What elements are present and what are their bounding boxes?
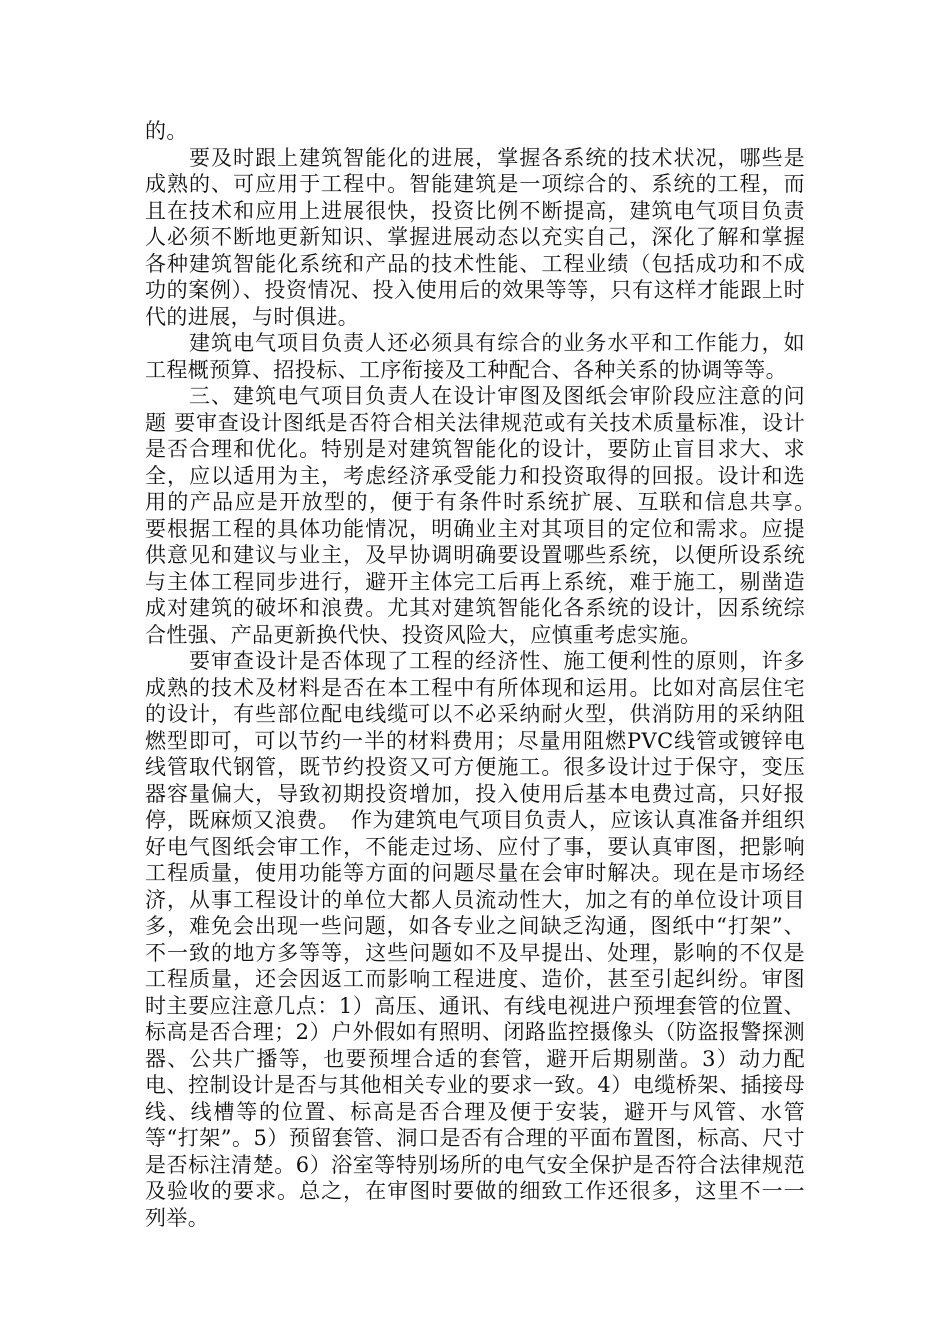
paragraph-keep-up-with-intelligence: 要及时跟上建筑智能化的进展，掌握各系统的技术状况，哪些是成熟的、可应用于工程中。智能建筑是一项综合的、系统的工程，而且在技术和应用上进展很快，投资比例不断提高，建筑电气项目负责人必须不断地更新知识、掌握进展动态以充实自己，深化了解和掌握各种建筑智能化系统和产品的技术性能、工程业绩（包括成功和不成功的案例）、投资情况、投入使用后的效果等等，只有这样才能跟上时代的进展，与时俱进。 [145, 145, 805, 329]
paragraph-section-three: 三、建筑电气项目负责人在设计审图及图纸会审阶段应注意的问题 要审查设计图纸是否符合相关法律规范或有关技术质量标准，设计是否合理和优化。特别是对建筑智能化的设计，要防止盲目求大、求全，应以适用为主，考虑经济承受能力和投资取得的回报。设计和选用的产品应是开放型的，便于有条件时系统扩展、互联和信息共享。 要根据工程的具体功能情况，明确业主对其项目的定位和需求。应提供意见和建议与业主，及早协调明确要设置哪些系统，以便所设系统与主体工程同步进行，避开主体完工后再上系统，难于施工，剔凿造成对建筑的破坏和浪费。尤其对建筑智能化各系统的设计，因系统综合性强、产品更新换代快、投资风险大，应慎重考虑实施。 [145, 384, 827, 647]
paragraph-design-review: 要审查设计是否体现了工程的经济性、施工便利性的原则，许多成熟的技术及材料是否在本工程中有所体现和运用。比如对高层住宅的设计，有些部位配电线缆可以不必采纳耐火型，供消防用的采纳阻燃型即可，可以节约一半的材料费用；尽量用阻燃PVC线管或镀锌电线管取代钢管，既节约投资又可方便施工。很多设计过于保守，变压器容量偏大，导致初期投资增加，投入使用后基本电费过高，只好报停，既麻烦又浪费。 作为建筑电气项目负责人，应该认真准备并组织好电气图纸会审工作，不能走过场、应付了事，要认真审图，把影响工程质量，使用功能等方面的问题尽量在会审时解决。现在是市场经济，从事工程设计的单位大都人员流动性大，加之有的单位设计项目多，难免会出现一些问题，如各专业之间缺乏沟通，图纸中“打架”、不一致的地方多等等，这些问题如不及早提出、处理，影响的不仅是工程质量，还会因返工而影响工程进度、造价，甚至引起纠纷。审图时主要应注意几点：1）高压、通讯、有线电视进户预埋套管的位置、标高是否合理；2）户外假如有照明、闭路监控摄像头（防盗报警探测器、公共广播等，也要预埋合适的套管，避开后期剔凿。3）动力配电、控制设计是否与其他相关专业的要求一致。4）电缆桥架、插接母线、线槽等的位置、标高是否合理及便于安装，避开与风管、水管等“打架”。5）预留套管、洞口是否有合理的平面布置图，标高、尺寸是否标注清楚。6）浴室等特别场所的电气安全保护是否符合法律规范及验收的要求。总之，在审图时要做的细致工作还很多，这里不一一列举。 [145, 649, 805, 1230]
paragraph-comprehensive-ability: 建筑电气项目负责人还必须具有综合的业务水平和工作能力，如工程概预算、招投标、工序衔接及工种配合、各种关系的协调等等。 [145, 331, 805, 382]
paragraph-continuation: 的。 [145, 119, 188, 143]
document-body [145, 118, 827, 1231]
